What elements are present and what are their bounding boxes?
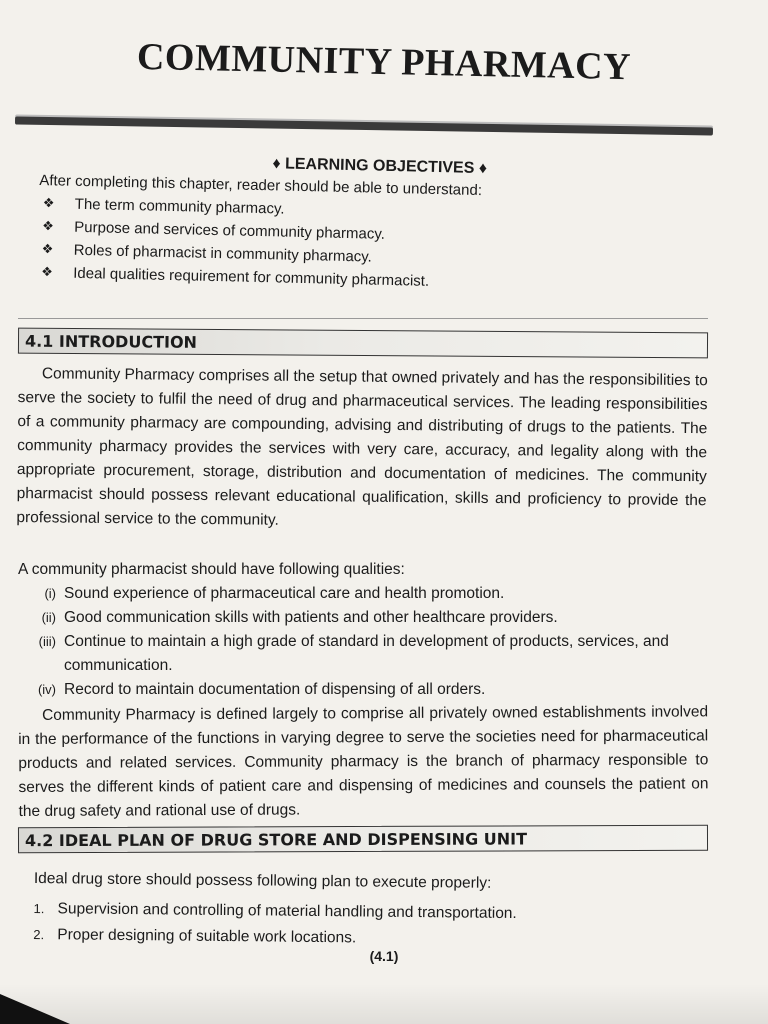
list-text: Supervision and controlling of material handling and transportation.	[57, 900, 517, 923]
title-rule	[15, 117, 713, 136]
objective-text: Ideal qualities requirement for community pharmacist.	[73, 264, 430, 290]
list-number: (iv)	[37, 682, 56, 697]
list-number: (i)	[44, 586, 56, 601]
qualities-list	[18, 582, 708, 702]
qualities-block	[18, 558, 708, 702]
list-text: Proper designing of suitable work locations.	[57, 926, 357, 947]
section-heading-ideal-plan: 4.2 IDEAL PLAN OF DRUG STORE AND DISPENSING UNIT	[18, 825, 708, 853]
objectives-list	[37, 195, 719, 296]
list-number: (iii)	[38, 634, 56, 649]
list-text: Record to maintain documentation of dispensing of all orders.	[64, 681, 486, 698]
diamond-bullet-icon: ❖	[42, 195, 55, 211]
objective-text: The term community pharmacy.	[74, 195, 285, 218]
chapter-title: COMMUNITY PHARMACY	[136, 35, 632, 89]
diamond-bullet-icon: ❖	[42, 218, 55, 234]
paragraph: Community Pharmacy comprises all the setup that owned privately and has the responsibilities to serve the society to fulfil the need of drug and pharmaceutical services. The leading responsibilities of a community pharmacy are compounding, advising and distributing of drugs to the patients. The community pharmacy provides the services with very care, accuracy, and legality along with the appropriate procurement, storage, distribution and documentation of medicines. The community pharmacist should possess relevant educational qualification, skills and proficiency to provide the professional service to the community.	[16, 365, 708, 529]
list-number: 1.	[33, 900, 45, 917]
list-item	[18, 606, 708, 630]
page-number: (4.1)	[369, 948, 399, 964]
list-text: Good communication skills with patients and other healthcare providers.	[64, 609, 558, 626]
list-text: Continue to maintain a high grade of standard in development of products, services, and communication.	[64, 633, 669, 674]
ideal-plan-block	[33, 866, 694, 955]
paragraph: Community Pharmacy is defined largely to comprise all privately owned establishments involved in the performance of the functions in varying degree to serve the societies need for pharmaceutical products and related services. Community pharmacy is the branch of pharmacy responsible to serves the different kinds of patient care and dispensing of medicines and counsels the patient on the drug safety and rational use of drugs.	[18, 703, 709, 820]
page-corner-shadow	[0, 994, 70, 1024]
introduction-paragraph	[16, 362, 708, 537]
page-shadow	[0, 984, 768, 1024]
diamond-bullet-icon: ❖	[41, 241, 54, 257]
plan-list	[33, 896, 694, 955]
list-number: (ii)	[41, 610, 56, 625]
list-number: 2.	[33, 926, 45, 943]
objective-text: Purpose and services of community pharmacy.	[74, 218, 386, 243]
objectives-intro: After completing this chapter, reader should be able to understand:	[39, 171, 483, 200]
objectives-heading: ♦ LEARNING OBJECTIVES ♦	[272, 155, 488, 178]
list-item	[18, 630, 708, 678]
list-item	[18, 582, 708, 606]
definition-paragraph	[18, 700, 709, 824]
qualities-intro: A community pharmacist should have following qualities:	[18, 561, 405, 578]
objective-text: Roles of pharmacist in community pharmacy.	[73, 241, 373, 266]
section-heading-introduction: 4.1 INTRODUCTION	[18, 328, 708, 359]
list-text: Sound experience of pharmaceutical care and health promotion.	[64, 585, 505, 602]
learning-objectives	[37, 150, 720, 302]
plan-intro: Ideal drug store should possess following plan to execute properly:	[33, 869, 492, 892]
objectives-divider	[18, 318, 708, 319]
diamond-bullet-icon: ❖	[41, 264, 54, 280]
list-item	[18, 678, 708, 702]
